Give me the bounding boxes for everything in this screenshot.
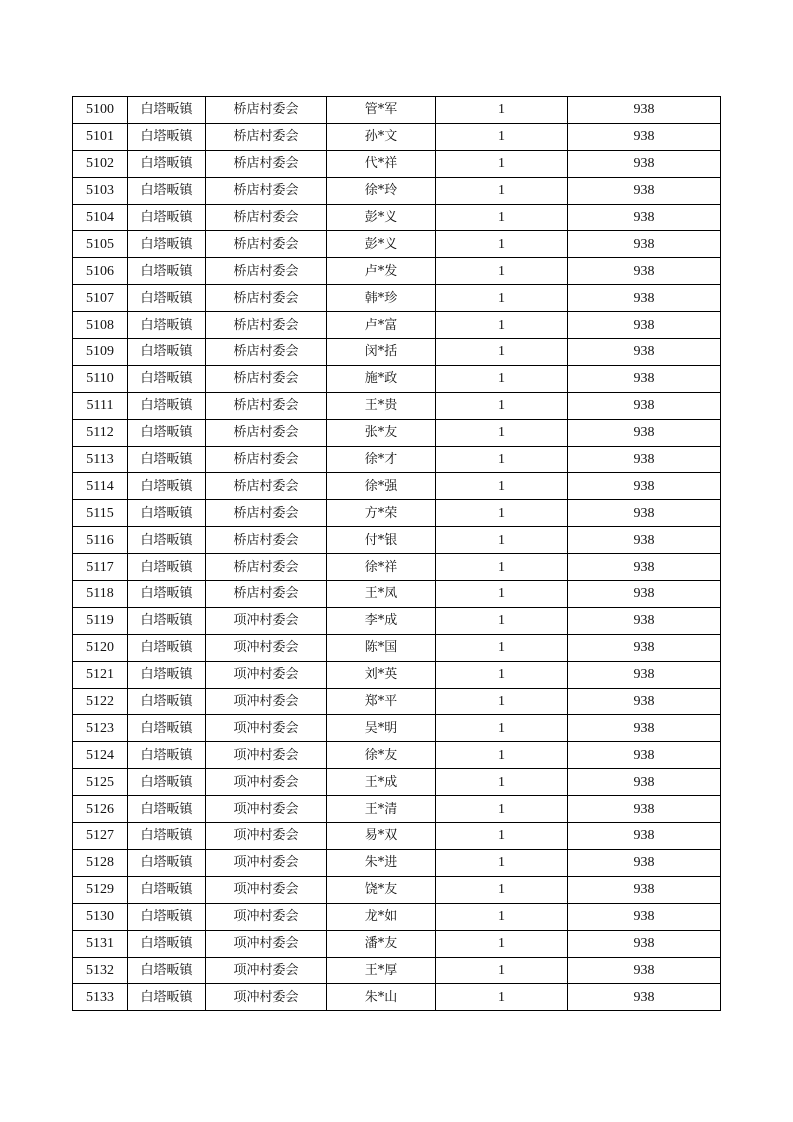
count-cell: 1 — [436, 285, 568, 312]
name-cell: 王*厚 — [327, 957, 436, 984]
town-cell: 白塔畈镇 — [128, 150, 206, 177]
town-cell: 白塔畈镇 — [128, 285, 206, 312]
town-cell: 白塔畈镇 — [128, 823, 206, 850]
amount-cell: 938 — [568, 500, 721, 527]
table-row — [73, 392, 721, 419]
amount-cell: 938 — [568, 473, 721, 500]
village-cell: 桥店村委会 — [206, 446, 327, 473]
village-cell: 桥店村委会 — [206, 527, 327, 554]
row-number-cell: 5129 — [73, 876, 128, 903]
row-number-cell: 5104 — [73, 204, 128, 231]
table-row — [73, 957, 721, 984]
town-cell: 白塔畈镇 — [128, 581, 206, 608]
name-cell: 徐*友 — [327, 742, 436, 769]
row-number-cell: 5126 — [73, 796, 128, 823]
amount-cell: 938 — [568, 849, 721, 876]
amount-cell: 938 — [568, 419, 721, 446]
row-number-cell: 5118 — [73, 581, 128, 608]
amount-cell: 938 — [568, 957, 721, 984]
table-row — [73, 554, 721, 581]
row-number-cell: 5120 — [73, 634, 128, 661]
count-cell: 1 — [436, 204, 568, 231]
count-cell: 1 — [436, 769, 568, 796]
amount-cell: 938 — [568, 876, 721, 903]
amount-cell: 938 — [568, 177, 721, 204]
name-cell: 卢*富 — [327, 312, 436, 339]
town-cell: 白塔畈镇 — [128, 312, 206, 339]
table-row — [73, 634, 721, 661]
name-cell: 潘*友 — [327, 930, 436, 957]
village-cell: 项冲村委会 — [206, 607, 327, 634]
count-cell: 1 — [436, 607, 568, 634]
row-number-cell: 5132 — [73, 957, 128, 984]
village-cell: 项冲村委会 — [206, 634, 327, 661]
village-cell: 项冲村委会 — [206, 984, 327, 1011]
row-number-cell: 5114 — [73, 473, 128, 500]
village-cell: 桥店村委会 — [206, 97, 327, 124]
town-cell: 白塔畈镇 — [128, 392, 206, 419]
count-cell: 1 — [436, 392, 568, 419]
town-cell: 白塔畈镇 — [128, 258, 206, 285]
amount-cell: 938 — [568, 715, 721, 742]
table-row — [73, 231, 721, 258]
village-cell: 桥店村委会 — [206, 365, 327, 392]
count-cell: 1 — [436, 634, 568, 661]
town-cell: 白塔畈镇 — [128, 903, 206, 930]
name-cell: 徐*才 — [327, 446, 436, 473]
amount-cell: 938 — [568, 661, 721, 688]
town-cell: 白塔畈镇 — [128, 473, 206, 500]
name-cell: 饶*友 — [327, 876, 436, 903]
village-cell: 桥店村委会 — [206, 123, 327, 150]
town-cell: 白塔畈镇 — [128, 661, 206, 688]
town-cell: 白塔畈镇 — [128, 742, 206, 769]
count-cell: 1 — [436, 419, 568, 446]
amount-cell: 938 — [568, 285, 721, 312]
table-row — [73, 258, 721, 285]
village-cell: 项冲村委会 — [206, 876, 327, 903]
town-cell: 白塔畈镇 — [128, 554, 206, 581]
count-cell: 1 — [436, 796, 568, 823]
amount-cell: 938 — [568, 365, 721, 392]
count-cell: 1 — [436, 177, 568, 204]
row-number-cell: 5128 — [73, 849, 128, 876]
table-body — [73, 97, 721, 1011]
town-cell: 白塔畈镇 — [128, 177, 206, 204]
count-cell: 1 — [436, 903, 568, 930]
count-cell: 1 — [436, 446, 568, 473]
count-cell: 1 — [436, 150, 568, 177]
village-cell: 项冲村委会 — [206, 957, 327, 984]
amount-cell: 938 — [568, 231, 721, 258]
town-cell: 白塔畈镇 — [128, 957, 206, 984]
table-row — [73, 930, 721, 957]
count-cell: 1 — [436, 500, 568, 527]
amount-cell: 938 — [568, 742, 721, 769]
village-cell: 项冲村委会 — [206, 903, 327, 930]
count-cell: 1 — [436, 339, 568, 366]
amount-cell: 938 — [568, 984, 721, 1011]
row-number-cell: 5105 — [73, 231, 128, 258]
town-cell: 白塔畈镇 — [128, 231, 206, 258]
town-cell: 白塔畈镇 — [128, 500, 206, 527]
village-cell: 项冲村委会 — [206, 742, 327, 769]
name-cell: 徐*祥 — [327, 554, 436, 581]
name-cell: 陈*国 — [327, 634, 436, 661]
name-cell: 王*凤 — [327, 581, 436, 608]
table-row — [73, 903, 721, 930]
row-number-cell: 5117 — [73, 554, 128, 581]
village-cell: 项冲村委会 — [206, 849, 327, 876]
table-row — [73, 312, 721, 339]
amount-cell: 938 — [568, 581, 721, 608]
amount-cell: 938 — [568, 97, 721, 124]
row-number-cell: 5113 — [73, 446, 128, 473]
name-cell: 付*银 — [327, 527, 436, 554]
count-cell: 1 — [436, 97, 568, 124]
name-cell: 管*军 — [327, 97, 436, 124]
row-number-cell: 5123 — [73, 715, 128, 742]
town-cell: 白塔畈镇 — [128, 984, 206, 1011]
amount-cell: 938 — [568, 903, 721, 930]
table-row — [73, 339, 721, 366]
village-cell: 桥店村委会 — [206, 204, 327, 231]
amount-cell: 938 — [568, 312, 721, 339]
village-cell: 项冲村委会 — [206, 796, 327, 823]
count-cell: 1 — [436, 312, 568, 339]
name-cell: 孙*文 — [327, 123, 436, 150]
town-cell: 白塔畈镇 — [128, 446, 206, 473]
town-cell: 白塔畈镇 — [128, 365, 206, 392]
amount-cell: 938 — [568, 607, 721, 634]
count-cell: 1 — [436, 365, 568, 392]
row-number-cell: 5124 — [73, 742, 128, 769]
town-cell: 白塔畈镇 — [128, 715, 206, 742]
name-cell: 韩*珍 — [327, 285, 436, 312]
table-row — [73, 123, 721, 150]
village-cell: 桥店村委会 — [206, 473, 327, 500]
table-row — [73, 688, 721, 715]
count-cell: 1 — [436, 661, 568, 688]
row-number-cell: 5103 — [73, 177, 128, 204]
amount-cell: 938 — [568, 123, 721, 150]
row-number-cell: 5111 — [73, 392, 128, 419]
row-number-cell: 5100 — [73, 97, 128, 124]
row-number-cell: 5133 — [73, 984, 128, 1011]
amount-cell: 938 — [568, 258, 721, 285]
row-number-cell: 5101 — [73, 123, 128, 150]
count-cell: 1 — [436, 527, 568, 554]
amount-cell: 938 — [568, 796, 721, 823]
amount-cell: 938 — [568, 339, 721, 366]
row-number-cell: 5127 — [73, 823, 128, 850]
table-row — [73, 742, 721, 769]
town-cell: 白塔畈镇 — [128, 97, 206, 124]
town-cell: 白塔畈镇 — [128, 419, 206, 446]
count-cell: 1 — [436, 715, 568, 742]
row-number-cell: 5121 — [73, 661, 128, 688]
count-cell: 1 — [436, 581, 568, 608]
row-number-cell: 5112 — [73, 419, 128, 446]
amount-cell: 938 — [568, 823, 721, 850]
amount-cell: 938 — [568, 554, 721, 581]
village-cell: 桥店村委会 — [206, 312, 327, 339]
name-cell: 吴*明 — [327, 715, 436, 742]
row-number-cell: 5119 — [73, 607, 128, 634]
name-cell: 易*双 — [327, 823, 436, 850]
village-cell: 桥店村委会 — [206, 285, 327, 312]
village-cell: 桥店村委会 — [206, 339, 327, 366]
table-row — [73, 661, 721, 688]
row-number-cell: 5125 — [73, 769, 128, 796]
amount-cell: 938 — [568, 769, 721, 796]
row-number-cell: 5107 — [73, 285, 128, 312]
town-cell: 白塔畈镇 — [128, 930, 206, 957]
row-number-cell: 5108 — [73, 312, 128, 339]
amount-cell: 938 — [568, 392, 721, 419]
town-cell: 白塔畈镇 — [128, 876, 206, 903]
amount-cell: 938 — [568, 930, 721, 957]
table-row — [73, 715, 721, 742]
name-cell: 李*成 — [327, 607, 436, 634]
village-cell: 桥店村委会 — [206, 231, 327, 258]
name-cell: 代*祥 — [327, 150, 436, 177]
name-cell: 刘*英 — [327, 661, 436, 688]
table-row — [73, 97, 721, 124]
count-cell: 1 — [436, 258, 568, 285]
amount-cell: 938 — [568, 634, 721, 661]
name-cell: 龙*如 — [327, 903, 436, 930]
row-number-cell: 5109 — [73, 339, 128, 366]
village-cell: 项冲村委会 — [206, 661, 327, 688]
count-cell: 1 — [436, 554, 568, 581]
name-cell: 施*政 — [327, 365, 436, 392]
name-cell: 朱*进 — [327, 849, 436, 876]
name-cell: 卢*发 — [327, 258, 436, 285]
village-cell: 项冲村委会 — [206, 930, 327, 957]
village-cell: 项冲村委会 — [206, 715, 327, 742]
village-cell: 桥店村委会 — [206, 554, 327, 581]
town-cell: 白塔畈镇 — [128, 123, 206, 150]
table-row — [73, 769, 721, 796]
town-cell: 白塔畈镇 — [128, 849, 206, 876]
table-row — [73, 150, 721, 177]
village-cell: 项冲村委会 — [206, 823, 327, 850]
beneficiary-table — [72, 96, 721, 1011]
count-cell: 1 — [436, 849, 568, 876]
table-row — [73, 607, 721, 634]
count-cell: 1 — [436, 930, 568, 957]
count-cell: 1 — [436, 876, 568, 903]
amount-cell: 938 — [568, 204, 721, 231]
count-cell: 1 — [436, 984, 568, 1011]
table-row — [73, 823, 721, 850]
row-number-cell: 5106 — [73, 258, 128, 285]
name-cell: 朱*山 — [327, 984, 436, 1011]
name-cell: 王*成 — [327, 769, 436, 796]
row-number-cell: 5110 — [73, 365, 128, 392]
count-cell: 1 — [436, 473, 568, 500]
amount-cell: 938 — [568, 446, 721, 473]
table-row — [73, 365, 721, 392]
row-number-cell: 5122 — [73, 688, 128, 715]
town-cell: 白塔畈镇 — [128, 769, 206, 796]
name-cell: 郑*平 — [327, 688, 436, 715]
row-number-cell: 5115 — [73, 500, 128, 527]
amount-cell: 938 — [568, 150, 721, 177]
name-cell: 王*贵 — [327, 392, 436, 419]
village-cell: 桥店村委会 — [206, 581, 327, 608]
table-row — [73, 876, 721, 903]
town-cell: 白塔畈镇 — [128, 339, 206, 366]
name-cell: 彭*义 — [327, 231, 436, 258]
table-row — [73, 796, 721, 823]
table-row — [73, 500, 721, 527]
table-row — [73, 849, 721, 876]
name-cell: 王*清 — [327, 796, 436, 823]
village-cell: 桥店村委会 — [206, 419, 327, 446]
count-cell: 1 — [436, 823, 568, 850]
count-cell: 1 — [436, 231, 568, 258]
town-cell: 白塔畈镇 — [128, 796, 206, 823]
row-number-cell: 5130 — [73, 903, 128, 930]
town-cell: 白塔畈镇 — [128, 527, 206, 554]
name-cell: 张*友 — [327, 419, 436, 446]
name-cell: 徐*强 — [327, 473, 436, 500]
table-row — [73, 527, 721, 554]
table-row — [73, 473, 721, 500]
village-cell: 桥店村委会 — [206, 258, 327, 285]
count-cell: 1 — [436, 742, 568, 769]
table-row — [73, 984, 721, 1011]
amount-cell: 938 — [568, 527, 721, 554]
town-cell: 白塔畈镇 — [128, 607, 206, 634]
count-cell: 1 — [436, 123, 568, 150]
village-cell: 项冲村委会 — [206, 769, 327, 796]
village-cell: 桥店村委会 — [206, 392, 327, 419]
table-row — [73, 446, 721, 473]
name-cell: 彭*义 — [327, 204, 436, 231]
amount-cell: 938 — [568, 688, 721, 715]
village-cell: 桥店村委会 — [206, 500, 327, 527]
row-number-cell: 5102 — [73, 150, 128, 177]
count-cell: 1 — [436, 688, 568, 715]
village-cell: 桥店村委会 — [206, 177, 327, 204]
town-cell: 白塔畈镇 — [128, 634, 206, 661]
name-cell: 方*荣 — [327, 500, 436, 527]
village-cell: 桥店村委会 — [206, 150, 327, 177]
count-cell: 1 — [436, 957, 568, 984]
table-row — [73, 177, 721, 204]
town-cell: 白塔畈镇 — [128, 688, 206, 715]
table-row — [73, 419, 721, 446]
town-cell: 白塔畈镇 — [128, 204, 206, 231]
table-row — [73, 204, 721, 231]
name-cell: 闵*括 — [327, 339, 436, 366]
table-row — [73, 285, 721, 312]
village-cell: 项冲村委会 — [206, 688, 327, 715]
table-row — [73, 581, 721, 608]
name-cell: 徐*玲 — [327, 177, 436, 204]
row-number-cell: 5116 — [73, 527, 128, 554]
row-number-cell: 5131 — [73, 930, 128, 957]
